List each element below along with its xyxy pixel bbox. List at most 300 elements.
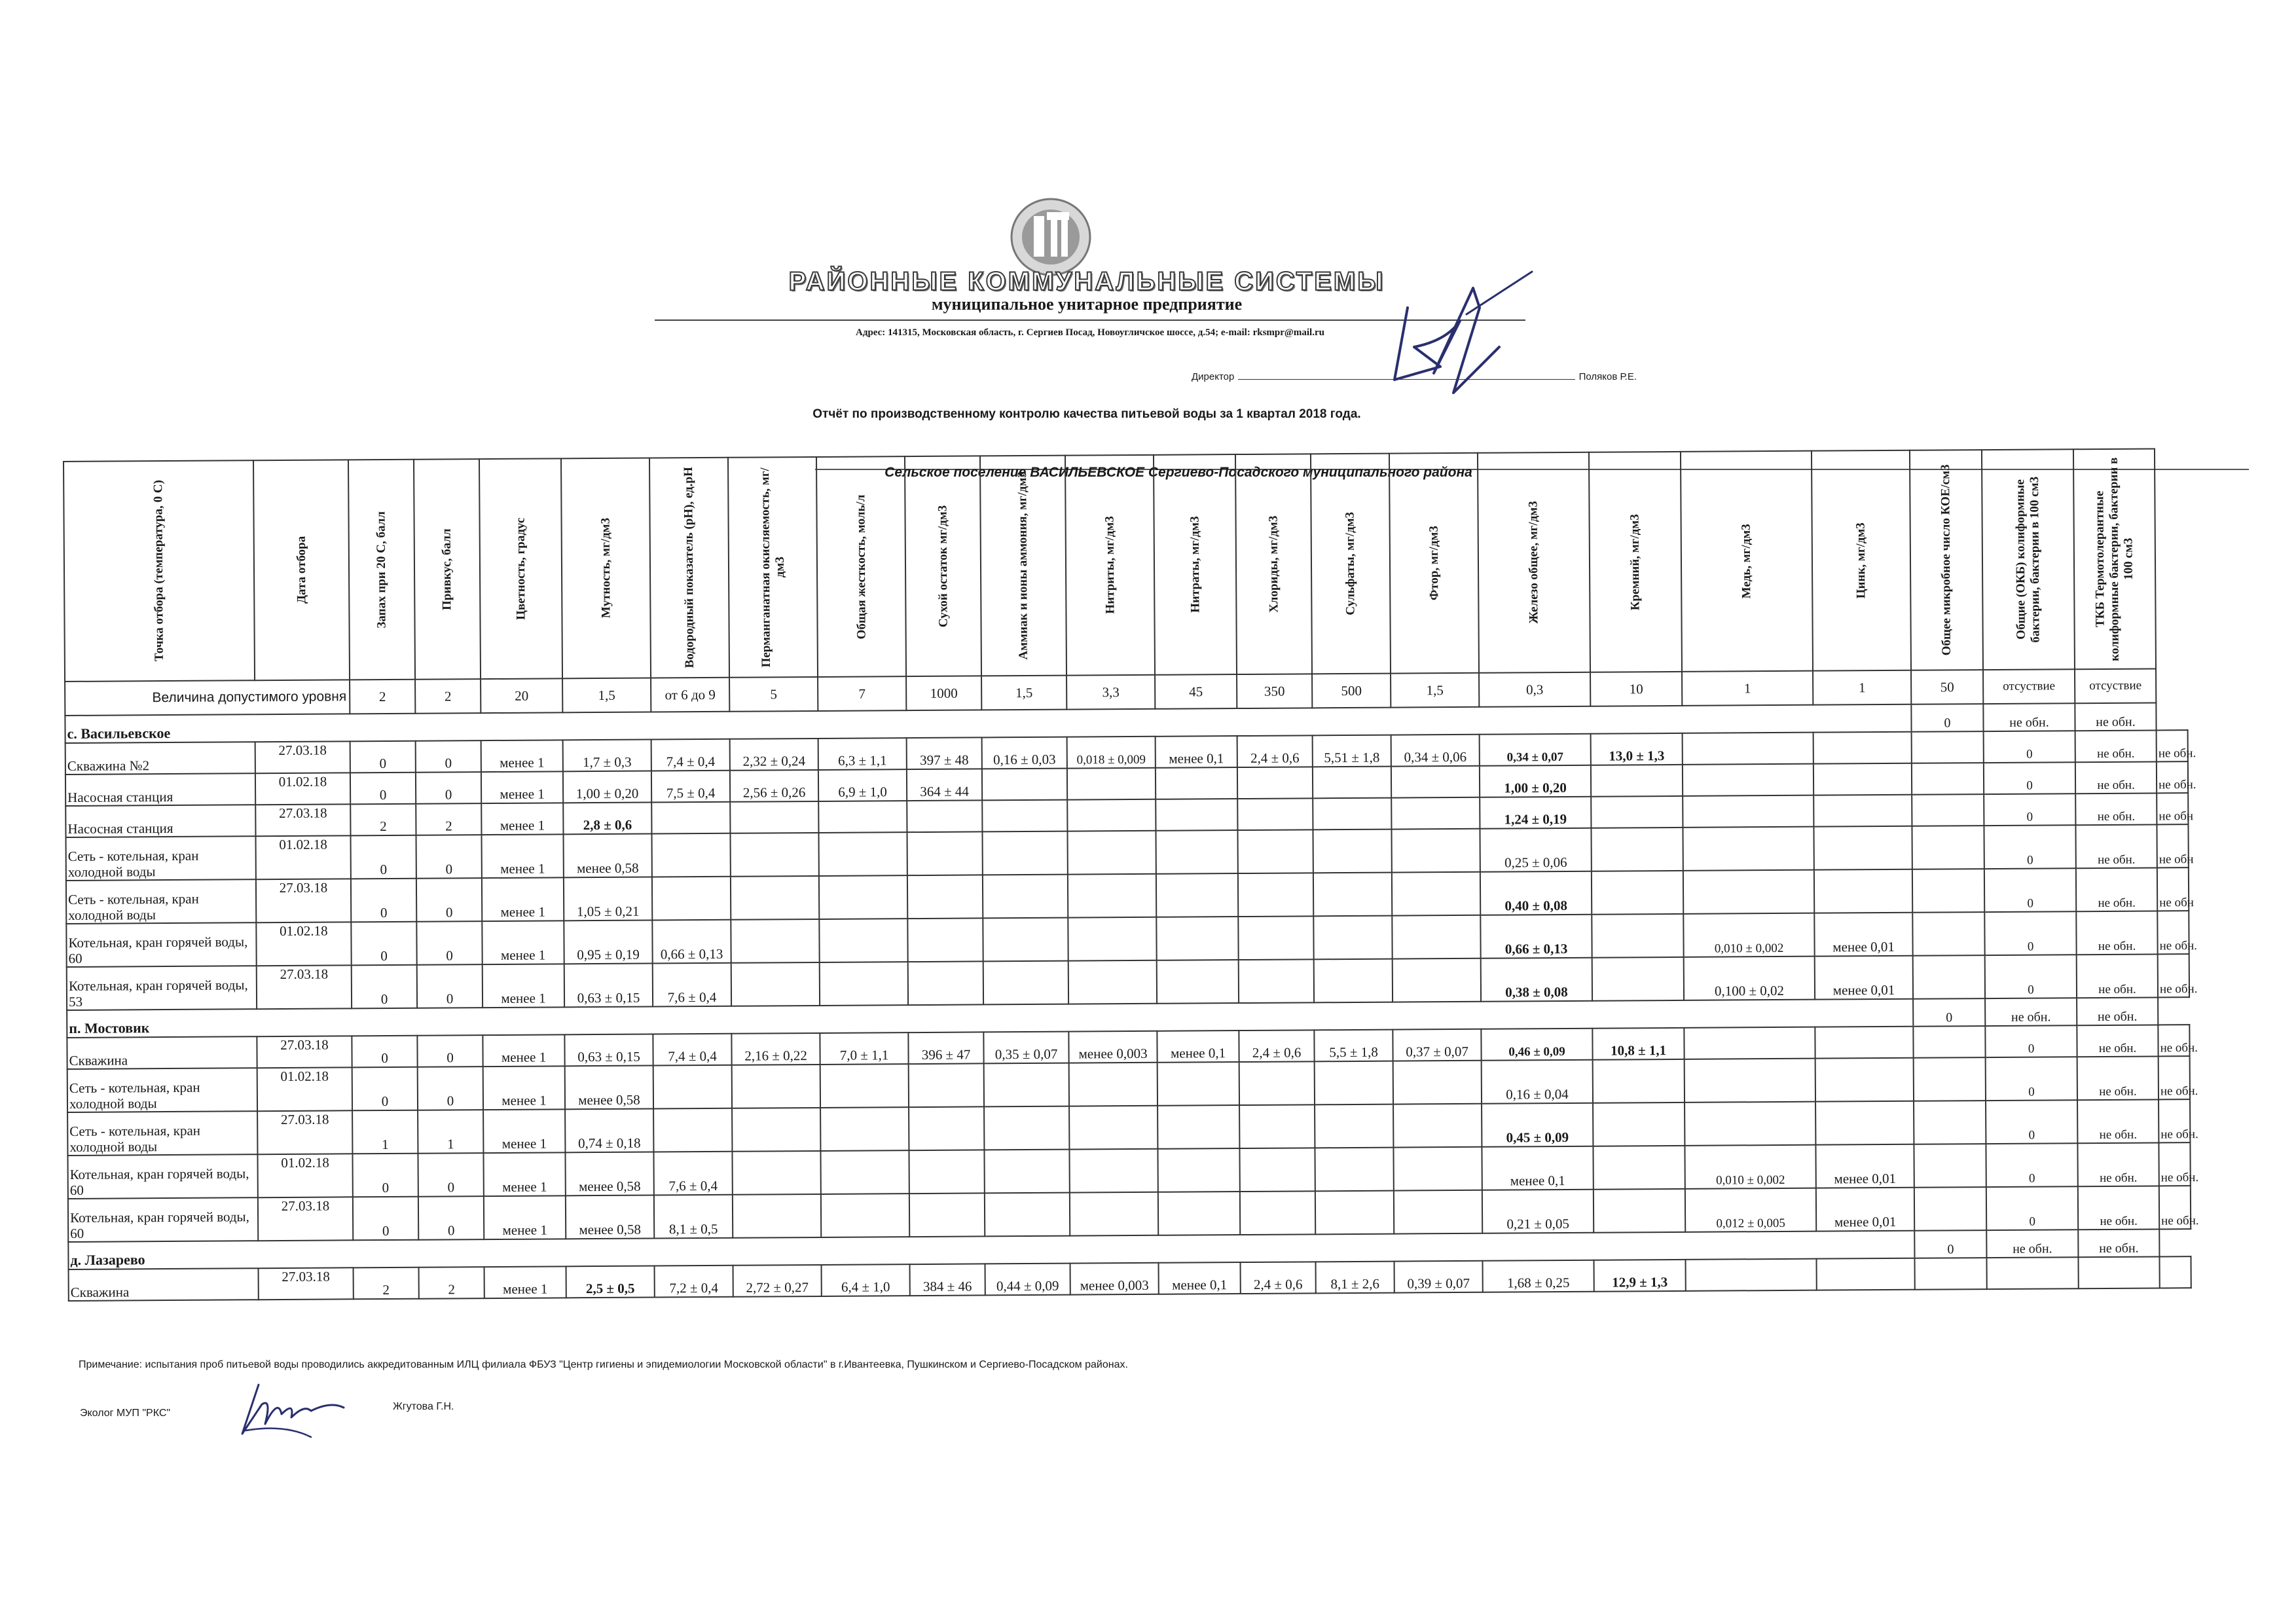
director-name: Поляков Р.Е. [1578,371,1637,382]
micro-cell: 0 [1986,1143,2077,1187]
col-header-color: Цветность, градус [479,458,562,679]
value-cell: 0 [351,922,416,966]
value-cell [1591,765,1683,797]
value-cell: 0,34 ± 0,06 [1391,735,1480,767]
limit-cell: 350 [1237,674,1312,708]
value-cell [821,1194,909,1237]
value-cell: 2,56 ± 0,26 [730,770,818,802]
value-cell [1239,1061,1315,1105]
micro-cell: не обн. [2075,761,2157,793]
value-cell: 6,9 ± 1,0 [818,769,907,801]
value-cell: менее 0,01 [1815,956,1913,1000]
micro-cell: 0 [1985,955,2077,998]
section-micro-cell: 0 [1911,704,1983,732]
sampling-point: Сеть - котельная, кран холодной воды [67,1068,257,1112]
value-cell [1393,958,1481,1002]
micro-cell: 0 [1986,1186,2078,1230]
value-cell: 8,1 ± 2,6 [1316,1262,1394,1294]
col-header-nitrites: Нитриты, мг/дм3 [1065,455,1155,676]
value-cell [1068,960,1157,1004]
value-cell: 0,010 ± 0,002 [1683,913,1814,957]
micro-cell [2078,1256,2159,1288]
sampling-point: Сеть - котельная, кран холодной воды [66,879,256,924]
value-cell: 10,8 ± 1,1 [1592,1028,1684,1060]
value-cell [1315,1191,1394,1235]
limit-cell: 2 [350,680,415,714]
value-cell [1156,799,1237,831]
value-cell [730,801,818,833]
sampling-point: Сеть - котельная, кран холодной воды [67,1111,257,1156]
limit-cell: отсуствие [2075,668,2156,703]
value-cell [1914,1144,1986,1188]
micro-cell: не обн. [2076,867,2157,911]
section-micro-cell: 0 [1914,1230,1986,1258]
value-cell [1394,1190,1482,1234]
value-cell [1392,872,1480,916]
micro-cell: не обн. [2159,1056,2190,1099]
value-cell: менее 1 [483,1109,565,1153]
value-cell [818,801,907,833]
limit-cell: отсуствие [1983,669,2075,704]
value-cell [907,831,982,875]
value-cell [907,875,983,919]
ecolog-label: Эколог МУП "РКС" [80,1408,171,1419]
limit-cell: 5 [729,677,818,712]
value-cell [1683,764,1813,796]
value-cell [820,1150,909,1194]
micro-cell: 0 [1984,868,2076,912]
micro-cell: не обн. [2158,1025,2189,1056]
value-cell [732,1065,820,1108]
value-cell: 2,32 ± 0,24 [730,739,818,771]
value-cell [819,875,907,919]
value-cell: 0,66 ± 0,13 [1480,915,1592,958]
value-cell [982,831,1067,875]
value-cell [1237,767,1313,799]
value-cell: 0 [351,835,416,879]
value-cell: менее 0,58 [565,1066,653,1110]
value-cell [1912,912,1984,956]
value-cell: 7,6 ± 0,4 [653,1152,732,1195]
sampling-date: 27.03.18 [257,1036,352,1068]
value-cell: 7,5 ± 0,4 [651,771,730,803]
value-cell: менее 0,003 [1068,1031,1157,1063]
value-cell [1683,827,1813,871]
value-cell: 0 [353,1197,418,1241]
value-cell: 2,72 ± 0,27 [733,1265,822,1297]
value-cell: 0,37 ± 0,07 [1393,1029,1481,1061]
table-body [65,668,2199,1301]
value-cell: 1,68 ± 0,25 [1483,1260,1594,1292]
value-cell [1238,916,1313,960]
value-cell [1813,732,1912,764]
value-cell: 2 [354,1267,419,1300]
value-cell: 6,3 ± 1,1 [818,738,907,770]
value-cell [733,1194,821,1238]
limit-cell: 10 [1590,672,1682,706]
limit-cell: 1 [1813,670,1911,705]
value-cell: менее 0,1 [1156,736,1237,768]
micro-cell: не обн. [2157,761,2188,793]
value-cell: менее 1 [482,921,564,964]
value-cell: менее 0,58 [563,834,651,878]
col-header-chlorides: Хлориды, мг/дм3 [1235,454,1312,674]
micro-cell: 0 [1984,825,2075,869]
micro-cell: 0 [1984,793,2075,826]
value-cell [1912,826,1984,869]
value-cell [1315,1061,1393,1105]
value-cell [820,1064,909,1108]
value-cell [1593,1059,1685,1103]
value-cell: 7,4 ± 0,4 [651,739,730,771]
micro-cell: 0 [1984,911,2076,955]
value-cell [984,1063,1069,1107]
value-cell [983,918,1068,962]
value-cell: 1,7 ± 0,3 [563,740,651,772]
value-cell [1685,1102,1815,1146]
sampling-date: 27.03.18 [255,741,350,773]
value-cell: менее 0,1 [1159,1262,1241,1294]
footer-note: Примечание: испытания проб питьевой воды проводились аккредитованным ИЛЦ филиала ФБУЗ "Центр гигиены и эпидемиологии Московской области" в г.Ивантеевка, Пушкинском и Сергиево-Посадском районах. [79,1359,1128,1370]
value-cell [1069,1063,1157,1106]
value-cell: 0,35 ± 0,07 [983,1032,1068,1064]
value-cell: 1 [418,1110,483,1154]
micro-cell: 0 [1984,762,2075,794]
micro-cell: не обн. [2078,1186,2159,1230]
value-cell [907,918,983,962]
value-cell: 0 [416,740,481,773]
value-cell [984,1150,1069,1194]
value-cell [983,875,1068,919]
value-cell: 0,74 ± 0,18 [565,1109,653,1153]
limit-cell: 20 [481,678,562,713]
value-cell [1391,797,1480,830]
micro-cell: 0 [1984,731,2075,763]
value-cell [1593,1103,1685,1146]
value-cell: менее 1 [484,1266,566,1298]
value-cell: 0,45 ± 0,09 [1482,1103,1593,1147]
value-cell: 0,16 ± 0,04 [1482,1060,1593,1104]
micro-cell: не обн [2157,867,2189,911]
value-cell: 0 [351,879,416,922]
col-header-zinc: Цинк, мг/дм3 [1812,450,1911,671]
sampling-date: 01.02.18 [257,1154,352,1197]
limit-cell: 1,5 [562,678,651,713]
value-cell [1683,870,1814,914]
value-cell [909,1063,984,1107]
value-cell: 0,63 ± 0,15 [564,964,653,1008]
value-cell [1238,873,1313,917]
value-cell [1592,957,1684,1001]
value-cell: 0 [352,965,417,1009]
company-name: РАЙОННЫЕ КОММУНАЛЬНЫЕ СИСТЕМЫ [788,267,1385,296]
value-cell [1391,829,1480,873]
value-cell: 7,6 ± 0,4 [653,963,731,1007]
micro-cell: не обн. [2157,730,2188,761]
value-cell [731,919,819,963]
value-cell: 0,012 ± 0,005 [1685,1188,1816,1232]
water-quality-table [63,448,2199,1302]
section-micro-cell: не обн. [2078,1229,2159,1257]
value-cell: 5,5 ± 1,8 [1314,1030,1393,1062]
value-cell: менее 0,01 [1816,1188,1914,1231]
value-cell [1237,830,1313,873]
value-cell [1240,1191,1315,1235]
value-cell [985,1193,1070,1237]
col-header-ammonia: Аммиак и ионы аммония, мг/дм3 [980,456,1066,676]
value-cell: 0 [352,1067,418,1111]
value-cell [1592,914,1683,958]
value-cell [909,1150,984,1194]
value-cell: 0,95 ± 0,19 [564,921,652,964]
value-cell: 7,0 ± 1,1 [820,1032,908,1065]
value-cell [1393,1061,1482,1104]
col-header-tkb: ТКБ Термотолерантные колиформные бактерии, бактерии в 100 см3 [2073,448,2156,669]
value-cell: 2 [419,1267,484,1299]
value-cell [1815,1101,1914,1145]
col-header-okb: Общие (ОКБ) колиформные бактерии, бактерии в 100 см3 [1982,449,2075,670]
sampling-date: 01.02.18 [257,1067,352,1111]
limit-cell: 50 [1911,670,1983,704]
value-cell: 2,8 ± 0,6 [563,803,651,835]
value-cell: менее 1 [481,803,563,835]
section-micro-cell: не обн. [1986,1230,2078,1258]
limit-cell: 1000 [906,676,981,710]
value-cell: 0,40 ± 0,08 [1480,871,1592,915]
water-quality-table-container [63,448,2199,1302]
value-cell: 7,4 ± 0,4 [653,1034,731,1066]
value-cell [1157,1105,1239,1149]
value-cell: 0,100 ± 0,02 [1684,957,1815,1000]
sampling-date: 27.03.18 [257,1110,352,1154]
limit-cell: 2 [415,679,481,714]
micro-cell: не обн. [2159,1099,2190,1142]
micro-cell: не обн. [2077,954,2158,998]
sampling-date: 01.02.18 [255,773,350,805]
company-address: Адрес: 141315, Московская область, г. Сергиев Посад, Новоугличское шоссе, д.54; e-mail: rksmpr@mail.ru [856,327,1324,338]
value-cell: 0,018 ± 0,009 [1067,737,1156,769]
col-header-iron: Железо общее, мг/дм3 [1478,452,1590,673]
value-cell: 1,24 ± 0,19 [1480,797,1591,829]
value-cell [1683,733,1813,765]
sampling-point: Котельная, кран горячей воды, 60 [66,922,256,967]
value-cell [1914,1187,1986,1231]
limits-label: Величина допустимого уровня [65,680,350,716]
value-cell: 2,16 ± 0,22 [731,1033,820,1065]
header-row [64,448,2187,682]
value-cell [820,1107,909,1151]
value-cell [1067,768,1156,800]
value-cell: менее 0,58 [565,1152,653,1196]
col-header-dry-residue: Сухой остаток мг/дм3 [905,456,981,676]
value-cell [652,877,731,921]
value-cell: 0,46 ± 0,09 [1481,1029,1592,1061]
value-cell: 0,010 ± 0,002 [1685,1145,1815,1189]
limit-cell: 500 [1312,674,1391,708]
value-cell: 0,38 ± 0,08 [1481,958,1592,1002]
sampling-date: 27.03.18 [257,965,352,1009]
sampling-point: Скважина [67,1036,257,1069]
value-cell [984,1106,1069,1150]
value-cell: менее 0,58 [566,1195,654,1239]
value-cell [1157,1062,1239,1106]
value-cell [1814,869,1912,913]
value-cell: 0 [418,1067,483,1110]
value-cell [1068,917,1156,961]
value-cell [1314,959,1393,1003]
limit-cell: 45 [1155,674,1237,709]
value-cell: менее 0,01 [1815,1144,1914,1188]
value-cell: менее 1 [484,1195,566,1239]
value-cell: 7,2 ± 0,4 [655,1266,733,1298]
value-cell: 0,66 ± 0,13 [652,920,731,964]
micro-cell: не обн. [2077,1099,2159,1143]
col-header-odor: Запах при 20 С, балл [348,460,415,680]
value-cell: менее 1 [483,964,564,1008]
value-cell [1239,959,1314,1003]
value-cell [1912,763,1984,795]
col-header-hardness: Общая жесткость, моль/л [816,456,906,677]
director-signature [1368,268,1539,412]
value-cell [1315,1148,1393,1192]
value-cell [1815,1027,1913,1059]
value-cell [1393,1147,1482,1191]
col-header-taste: Привкус, балл [414,459,481,680]
value-cell: 1,00 ± 0,20 [563,771,651,803]
value-cell: 2 [350,804,416,836]
value-cell: 2,4 ± 0,6 [1239,1030,1314,1062]
value-cell [1912,794,1984,826]
value-cell: 364 ± 44 [907,769,982,801]
micro-cell [2159,1256,2191,1288]
sampling-point: Котельная, кран горячей воды, 60 [68,1197,258,1242]
value-cell: менее 1 [483,1066,565,1110]
col-header-turbidity: Мутность, мг/дм3 [561,458,651,679]
section-micro-cell: 0 [1913,998,1985,1027]
sampling-point: Насосная станция [65,805,255,837]
value-cell: менее 1 [483,1034,564,1067]
value-cell [1069,1106,1157,1150]
value-cell: 397 ± 48 [907,737,982,769]
value-cell [1156,830,1237,874]
value-cell [731,876,819,920]
micro-cell: 0 [1986,1057,2077,1101]
micro-cell: не обн. [2157,911,2189,954]
value-cell [1816,1258,1914,1290]
value-cell: 0 [352,1036,417,1068]
value-cell [1594,1189,1685,1233]
value-cell [1813,826,1912,870]
value-cell: 1,05 ± 0,21 [564,877,652,921]
col-header-microbial: Общее микробное число КОЕ/см3 [1910,450,1983,670]
value-cell: 1,00 ± 0,20 [1480,765,1591,797]
value-cell: менее 0,01 [1814,913,1912,957]
value-cell [907,800,982,832]
value-cell [1237,798,1313,830]
value-cell [1070,1192,1158,1236]
value-cell [1313,830,1391,873]
value-cell [1393,1104,1482,1148]
value-cell: 2,4 ± 0,6 [1237,735,1313,767]
section-micro-cell: не обн. [1985,998,2077,1026]
value-cell: 0 [416,921,482,965]
sampling-date: 01.02.18 [256,835,351,879]
report-title: Отчёт по производственному контролю качества питьевой воды за 1 квартал 2018 года. [812,407,1361,421]
value-cell [1391,766,1480,798]
section-micro-cell: не обн. [2075,702,2156,731]
value-cell: 0,21 ± 0,05 [1482,1190,1594,1233]
value-cell [983,961,1068,1005]
sampling-date: 27.03.18 [255,804,350,836]
settlement-title: Сельское поселение ВАСИЛЬЕВСКОЕ Сергиево-Посадского муниципального района [884,465,1472,480]
sampling-point: Скважина №2 [65,742,255,775]
value-cell: 0 [416,835,482,879]
section-micro-cell: не обн. [1983,703,2075,731]
value-cell: 384 ± 46 [910,1264,985,1296]
value-cell [1067,831,1156,875]
micro-cell: не обн [2157,824,2188,867]
sampling-date: 27.03.18 [259,1267,354,1300]
value-cell: 12,9 ± 1,3 [1594,1260,1686,1292]
value-cell [1593,1146,1685,1190]
value-cell [1683,795,1813,828]
section-title: д. Лазарево [68,1231,1914,1269]
micro-cell: не обн. [2077,1056,2159,1100]
value-cell: 13,0 ± 1,3 [1591,733,1683,765]
value-cell: 0,25 ± 0,06 [1480,828,1591,872]
value-cell: менее 1 [482,877,564,921]
value-cell: 0,16 ± 0,03 [982,737,1067,769]
sampling-date: 01.02.18 [256,922,351,966]
sampling-date: 27.03.18 [256,879,351,922]
limit-cell: 1,5 [981,676,1066,710]
value-cell [1069,1149,1157,1193]
value-cell [1914,1258,1986,1290]
micro-cell: не обн. [2075,730,2157,762]
value-cell [1313,916,1392,960]
value-cell [1239,1148,1315,1192]
sampling-point: Котельная, кран горячей воды, 60 [67,1154,257,1199]
value-cell [1913,955,1985,999]
value-cell [1684,1027,1815,1059]
value-cell: 0 [350,741,416,773]
micro-cell: не обн. [2075,793,2157,825]
value-cell [1313,873,1392,917]
value-cell: менее 1 [481,740,563,772]
value-cell: 0 [417,964,483,1008]
value-cell: 0 [416,878,482,922]
sampling-date: 27.03.18 [258,1197,353,1241]
value-cell [1813,795,1912,827]
value-cell [1913,1026,1985,1058]
micro-cell [1986,1257,2078,1289]
value-cell [1313,798,1391,830]
micro-cell: 0 [1985,1025,2077,1057]
micro-cell: не обн. [2075,824,2157,868]
sampling-point: Скважина [69,1268,259,1301]
col-header-silicon: Кремний, мг/дм3 [1589,452,1682,672]
value-cell [1156,767,1237,799]
value-cell: 8,1 ± 0,5 [654,1195,733,1239]
value-cell [1912,869,1984,913]
value-cell: 1 [352,1110,418,1154]
value-cell: 2 [416,803,481,835]
value-cell [1592,871,1683,915]
value-cell [1313,767,1391,799]
col-header-ph: Водородный показатель (pH), ед.pH [649,458,729,678]
value-cell [651,802,730,834]
value-cell [653,1065,732,1109]
